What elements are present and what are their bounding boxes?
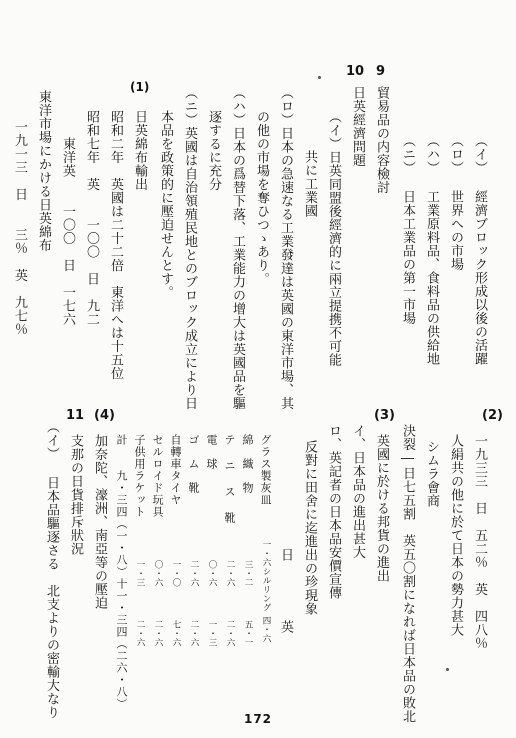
text-column: 日英經濟問題 [350,86,365,167]
text-column: （ロ）日本の急速なる工業發達は英國の東洋市場、其 [278,86,293,410]
section-number: 9 [376,64,386,79]
table-value-jp: 〇・六 [153,560,163,587]
text-column: （イ） 日本品驅逐さる 北支よりの密輸大なり [44,420,59,719]
text-column: （イ） 經濟ブロック形成以後の活躍 [472,134,487,366]
text-column: 支那の日貨排斥狀況 [68,434,83,556]
text-column: 昭和二年 英國は二十二倍 東洋へは十五位 [108,110,123,380]
text-column: 東洋英 一〇〇 日 一七六 [60,110,75,326]
table-value-en: 一・三 [207,620,217,647]
text-column: 逐するに充分 [206,110,221,191]
table-item: 電 球 [205,434,218,470]
table-value-jp: 一・〇 [171,560,181,587]
text-column: （ニ） 日本工業品の第一市場 [400,134,415,325]
table-value-en: 七・六 [171,620,181,647]
table-item: 子供用ラケット [133,434,146,518]
text-column: （ハ）日本の爲替下落、工業能力の增大は英國品を驅 [230,86,245,410]
table-value-en: 二・六 [225,620,235,647]
table-value-en: 二・六 [189,620,199,647]
text-column: 東洋市場にかける日英綿布 [36,90,51,252]
text-column: 貿易品の内容檢討 [374,86,389,194]
text-column: 反對に田舍に迄進出の珍現象 [302,440,317,616]
print-mark [446,668,449,671]
text-column: 加奈陀、濠洲、南亞等の壓迫 [92,434,107,610]
table-item: ゴ ム 靴 [187,434,200,494]
text-column: の他の市場を奪ひつゝあり。 [254,110,269,286]
table-header-jp: 日 [278,548,293,562]
table-value-en: 二・六 [135,620,145,647]
table-value-jp: 三・二 [243,560,253,587]
section-number: 10 [346,64,365,79]
text-column: 一九三三 日 五二％ 英 四八％ [472,434,487,650]
table-item: セルロイド玩具 [151,434,164,518]
text-column: ロ、英記者の日本品安價宣傳 [326,424,341,600]
text-column: 一九一三 日 三％ 英 九七％ [12,120,27,336]
text-column: （イ）日英同盟後經濟的に兩立提携不可能 [326,110,341,367]
table-value-jp: 一・六シルリング [261,540,271,612]
text-column: 共に工業國 [302,150,317,218]
text-column: 昭和七年 英 一〇〇 日 九二 [84,110,99,326]
text-column: 本品を政策的に壓迫せんとす。 [158,110,173,299]
text-column: 英國に於ける邦貨の進出 [374,434,389,583]
text-column: （ニ）英國は自治領殖民地とのブロック成立により日 [182,86,197,410]
text-column: イ、日本品の進出甚大 [350,424,365,559]
table-item: グラス製灰皿 [259,434,272,506]
table-total: 計 九・三四（一・八）十一・三四（二六・八） [115,434,128,710]
text-column: 決裂―日七五割 英五〇割になれば日本品の敗北 [400,424,415,723]
text-column: シムラ會商 [424,440,439,508]
text-column: 人絹共の他に於て日本の勢力甚大 [448,434,463,637]
table-value-jp: 一・三 [135,560,145,587]
table-item: 綿 織 物 [241,434,254,494]
section-number: 11 [66,408,85,423]
table-value-jp: 〇・六 [207,560,217,587]
table-value-en: 二・六 [153,620,163,647]
table-value-en: 四・六 [261,616,271,643]
table-header-en: 英 [278,620,293,634]
print-mark [318,76,321,79]
table-value-jp: 二・六 [225,560,235,587]
page-number: 172 [243,712,273,726]
table-value-en: 五・一 [243,620,253,647]
table-value-jp: 二・六 [189,560,199,587]
section-number: (3) [374,408,395,423]
table-item: 自轉車タイヤ [169,434,182,506]
text-column: （ロ） 世界への市場 [448,134,463,271]
section-number: (1) [130,80,150,94]
section-number: (2) [482,408,503,423]
text-column: 日英綿布輸出 [132,110,147,191]
table-item: テ ニ ス 靴 [223,434,236,524]
section-number: (4) [94,408,115,423]
text-column: （ハ） 工業原料品、食料品の供給地 [424,134,439,366]
